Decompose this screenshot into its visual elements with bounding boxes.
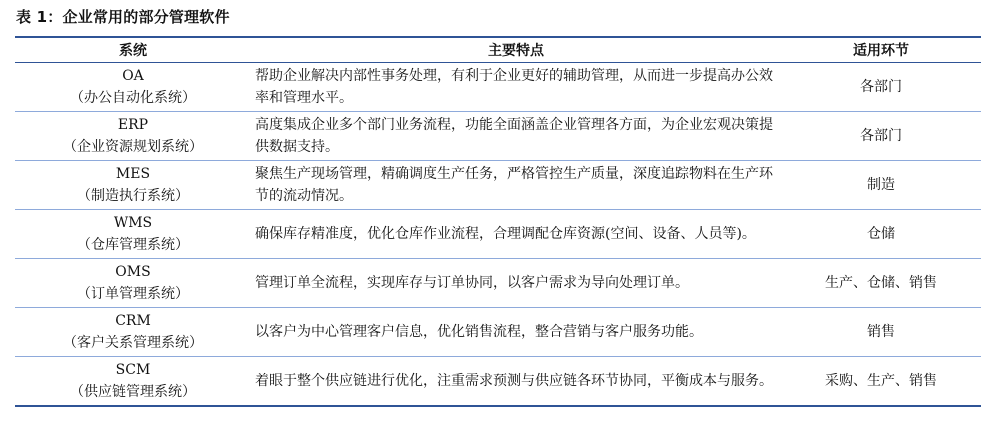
- system-cell: [15, 63, 251, 112]
- system-name: （办公自动化系统）: [70, 90, 196, 106]
- system-code: ERP: [117, 117, 149, 133]
- feature-cell: 帮助企业解决内部性事务处理，有利于企业更好的辅助管理，从而进一步提高办公效率和管理水平。: [251, 63, 781, 112]
- table-row: [15, 112, 981, 161]
- system-cell: [15, 210, 251, 259]
- header-feature: 主要特点: [251, 37, 781, 63]
- system-code: OMS: [115, 264, 151, 280]
- software-table: [15, 36, 981, 407]
- system-code: WMS: [113, 215, 153, 231]
- system-name: （企业资源规划系统）: [63, 139, 203, 155]
- system-cell: [15, 112, 251, 161]
- scope-cell: 仓储: [781, 210, 981, 259]
- table-row: [15, 210, 981, 259]
- system-name: （订单管理系统）: [77, 286, 189, 302]
- table-row: [15, 308, 981, 357]
- system-cell: [15, 308, 251, 357]
- system-cell: [15, 259, 251, 308]
- system-code: SCM: [115, 362, 151, 378]
- table-title: 表 1：企业常用的部分管理软件: [16, 8, 230, 26]
- system-name: （仓库管理系统）: [77, 237, 189, 253]
- scope-cell: 各部门: [781, 63, 981, 112]
- feature-cell: 高度集成企业多个部门业务流程，功能全面涵盖企业管理各方面，为企业宏观决策提供数据支持。: [251, 112, 781, 161]
- feature-cell: 以客户为中心管理客户信息，优化销售流程，整合营销与客户服务功能。: [251, 308, 781, 357]
- system-name: （供应链管理系统）: [70, 384, 196, 400]
- table-row: [15, 357, 981, 407]
- system-code: CRM: [115, 313, 151, 329]
- scope-cell: 销售: [781, 308, 981, 357]
- table-row: [15, 259, 981, 308]
- system-code: MES: [115, 166, 151, 182]
- scope-cell: 采购、生产、销售: [825, 373, 937, 389]
- header-system: 系统: [15, 37, 251, 63]
- system-cell: [15, 161, 251, 210]
- feature-cell: 管理订单全流程，实现库存与订单协同，以客户需求为导向处理订单。: [251, 259, 781, 308]
- feature-cell: 确保库存精准度，优化仓库作业流程，合理调配仓库资源(空间、设备、人员等)。: [251, 210, 781, 259]
- system-code: OA: [122, 68, 144, 84]
- scope-cell: 各部门: [781, 112, 981, 161]
- table-row: [15, 63, 981, 112]
- system-cell: [15, 357, 251, 407]
- table-row: [15, 161, 981, 210]
- feature-cell: 聚焦生产现场管理，精确调度生产任务，严格管控生产质量，深度追踪物料在生产环节的流动情况。: [251, 161, 781, 210]
- system-name: （制造执行系统）: [77, 188, 189, 204]
- feature-cell: 着眼于整个供应链进行优化，注重需求预测与供应链各环节协同，平衡成本与服务。: [255, 373, 773, 389]
- scope-cell: 制造: [781, 161, 981, 210]
- header-scope: 适用环节: [781, 37, 981, 63]
- scope-cell: 生产、仓储、销售: [781, 259, 981, 308]
- table-header-row: [15, 37, 981, 63]
- system-name: （客户关系管理系统）: [63, 335, 203, 351]
